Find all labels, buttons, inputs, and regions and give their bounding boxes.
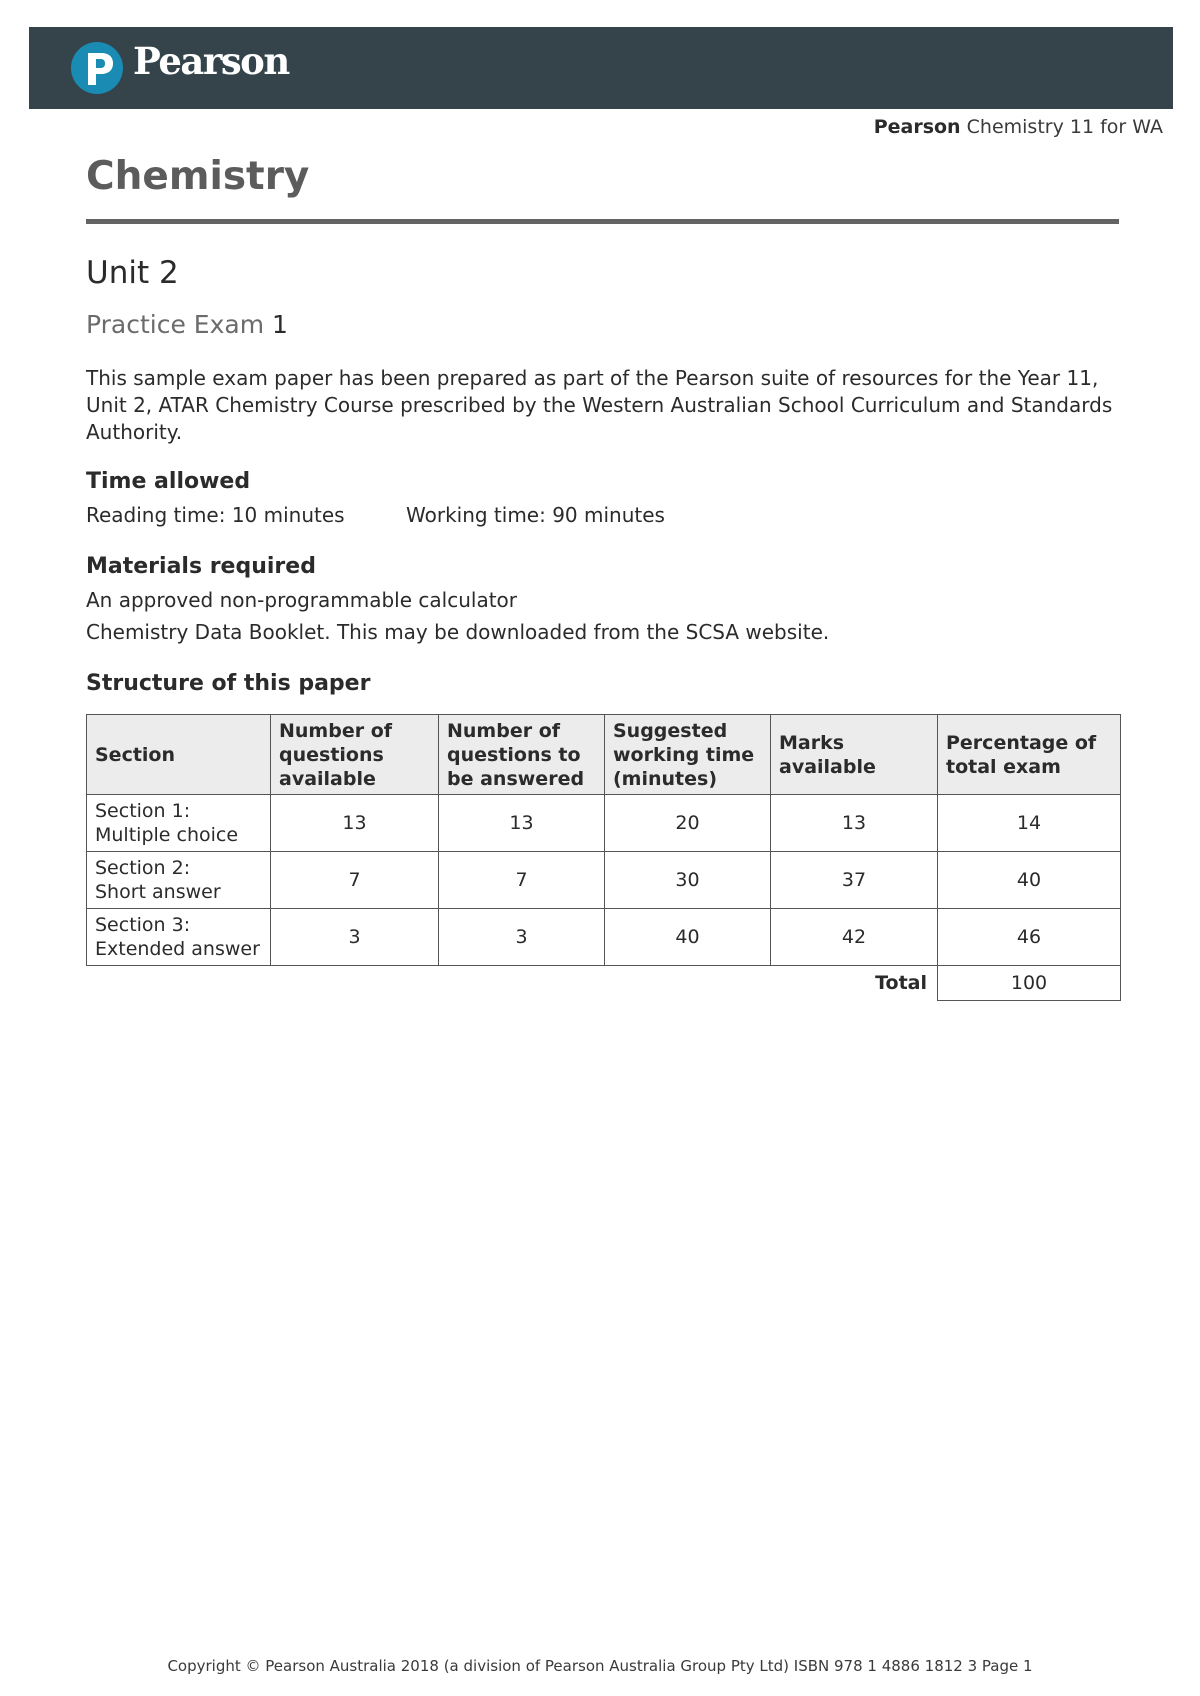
working-time: Working time: 90 minutes bbox=[406, 503, 665, 527]
percentage-cell: 46 bbox=[938, 909, 1121, 966]
section-cell bbox=[87, 909, 271, 966]
questions-answered-cell: 13 bbox=[439, 795, 605, 852]
marks-cell: 13 bbox=[771, 795, 938, 852]
exam-number: 1 bbox=[272, 310, 288, 339]
section-type: Short answer bbox=[95, 881, 221, 903]
materials-heading: Materials required bbox=[86, 554, 316, 579]
page-footer: Copyright © Pearson Australia 2018 (a division of Pearson Australia Group Pty Ltd) ISBN 978 1 4886 1812 3 Page 1 bbox=[167, 1657, 1033, 1675]
column-header: Percentage of total exam bbox=[938, 715, 1121, 795]
section-number: Section 1: bbox=[95, 800, 191, 822]
total-row bbox=[87, 966, 1121, 1001]
materials-item: An approved non-programmable calculator bbox=[86, 588, 517, 612]
structure-table bbox=[86, 714, 1121, 1001]
structure-heading: Structure of this paper bbox=[86, 671, 371, 696]
questions-available-cell: 3 bbox=[271, 909, 439, 966]
section-type: Extended answer bbox=[95, 938, 260, 960]
total-label: Total bbox=[875, 972, 927, 995]
section-number: Section 2: bbox=[95, 857, 191, 879]
column-header: Number of questions to be answered bbox=[439, 715, 605, 795]
reading-time: Reading time: 10 minutes bbox=[86, 503, 345, 527]
questions-answered-cell: 7 bbox=[439, 852, 605, 909]
exam-label: Practice Exam bbox=[86, 310, 265, 339]
section-cell bbox=[87, 795, 271, 852]
questions-available-cell: 13 bbox=[271, 795, 439, 852]
title-divider bbox=[86, 219, 1119, 224]
total-value: 100 bbox=[938, 966, 1121, 1001]
materials-item: Chemistry Data Booklet. This may be downloaded from the SCSA website. bbox=[86, 620, 830, 644]
table-row bbox=[87, 852, 1121, 909]
time-allowed-heading: Time allowed bbox=[86, 469, 251, 494]
page-title: Chemistry bbox=[86, 154, 310, 199]
working-time-cell: 40 bbox=[605, 909, 771, 966]
section-number: Section 3: bbox=[95, 914, 191, 936]
pearson-logo-text: Pearson bbox=[133, 39, 289, 83]
running-header-brand: Pearson bbox=[873, 116, 961, 138]
column-header: Section bbox=[87, 715, 271, 795]
column-header: Number of questions available bbox=[271, 715, 439, 795]
percentage-cell: 40 bbox=[938, 852, 1121, 909]
running-header bbox=[874, 116, 1163, 138]
unit-heading: Unit 2 bbox=[86, 255, 179, 291]
header-banner bbox=[29, 27, 1173, 109]
running-header-title: Chemistry 11 for WA bbox=[966, 116, 1163, 138]
pearson-p-logo-icon bbox=[70, 38, 125, 98]
exam-heading bbox=[86, 311, 288, 339]
working-time-cell: 30 bbox=[605, 852, 771, 909]
table-row bbox=[87, 909, 1121, 966]
intro-paragraph: This sample exam paper has been prepared as part of the Pearson suite of resources for the Year 11, Unit 2, ATAR Chemistry Course prescribed by the Western Australian School Curriculum and Standards Authority. bbox=[86, 366, 1113, 444]
working-time-cell: 20 bbox=[605, 795, 771, 852]
questions-available-cell: 7 bbox=[271, 852, 439, 909]
section-type: Multiple choice bbox=[95, 824, 239, 846]
column-header: Suggested working time (minutes) bbox=[605, 715, 771, 795]
section-cell bbox=[87, 852, 271, 909]
marks-cell: 42 bbox=[771, 909, 938, 966]
questions-answered-cell: 3 bbox=[439, 909, 605, 966]
table-row bbox=[87, 795, 1121, 852]
percentage-cell: 14 bbox=[938, 795, 1121, 852]
table-header-row bbox=[87, 715, 1121, 795]
column-header: Marks available bbox=[771, 715, 938, 795]
marks-cell: 37 bbox=[771, 852, 938, 909]
